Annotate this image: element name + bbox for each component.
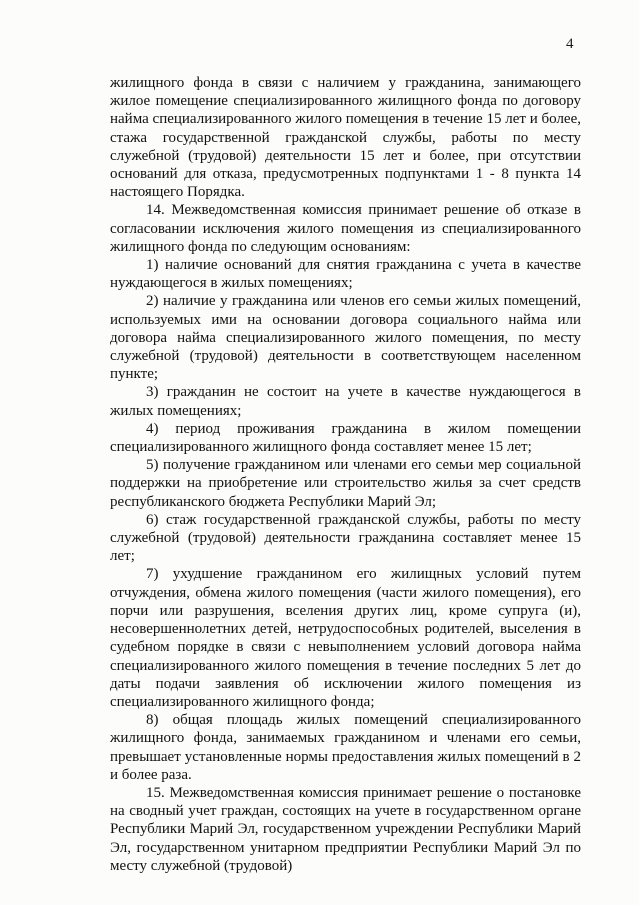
paragraph-subitem-6: 6) стаж государственной гражданской службы, работы по месту служебной (трудовой) деятельности гражданина составляет менее 15 лет; [110,511,581,565]
paragraph-subitem-1: 1) наличие оснований для снятия гражданина с учета в качестве нуждающегося в жилых помещениях; [110,257,581,292]
paragraph-subitem-7: 7) ухудшение гражданином его жилищных условий путем отчуждения, обмена жилого помещения (части жилого помещения), его порчи или разрушения, вселения других лиц, кроме супруга (и), несовершеннолетних детей, нетрудоспособных родителей, выселения в судебном порядке в связи с невыполнением условий договора найма специализированного жилого помещения в течение последних 5 лет до даты подачи заявления об исключении жилого помещения из специализированного жилищного фонда; [110,566,581,710]
paragraph-subitem-8: 8) общая площадь жилых помещений специализированного жилищного фонда, занимаемых гражданином и членами его семьи, превышает установленные нормы предоставления жилых помещений в 2 и более раза. [110,712,581,783]
paragraph-item-15: 15. Межведомственная комиссия принимает решение о постановке на сводный учет граждан, состоящих на учете в государственном органе Республики Марий Эл, государственном учреждении Республики Марий Эл, государственном унитарном предприятии Республики Марий Эл по месту служебной (трудовой) [110,784,581,874]
paragraph-item-14: 14. Межведомственная комиссия принимает решение об отказе в согласовании исключения жилого помещения из специализированного жилищного фонда по следующим основаниям: [110,202,581,255]
paragraph-subitem-4: 4) период проживания гражданина в жилом помещении специализированного жилищного фонда составляет менее 15 лет; [110,420,581,456]
paragraph-continuation: жилищного фонда в связи с наличием у гражданина, занимающего жилое помещение специализированного жилищного фонда по договору найма специализированного жилого помещения в течение 15 лет и более, стажа государственной гражданской службы, работы по месту служебной (трудовой) деятельности 15 лет и более, при отсутствии оснований для отказа, предусмотренных подпунктами 1 - 8 пункта 14 настоящего Порядка. [110,75,581,201]
paragraph-subitem-2: 2) наличие у гражданина или членов его семьи жилых помещений, используемых ими на основании договора социального найма или договора найма специализированного жилого помещения, по месту служебной (трудовой) деятельности в соответствующем населенном пункте; [110,293,581,383]
paragraph-subitem-5: 5) получение гражданином или членами его семьи мер социальной поддержки на приобретение или строительство жилья за счет средств республиканского бюджета Республики Марий Эл; [110,457,581,510]
document-body [110,74,581,875]
page-number: 4 [566,36,574,52]
paragraph-subitem-3: 3) гражданин не состоит на учете в качестве нуждающегося в жилых помещениях; [110,384,581,419]
